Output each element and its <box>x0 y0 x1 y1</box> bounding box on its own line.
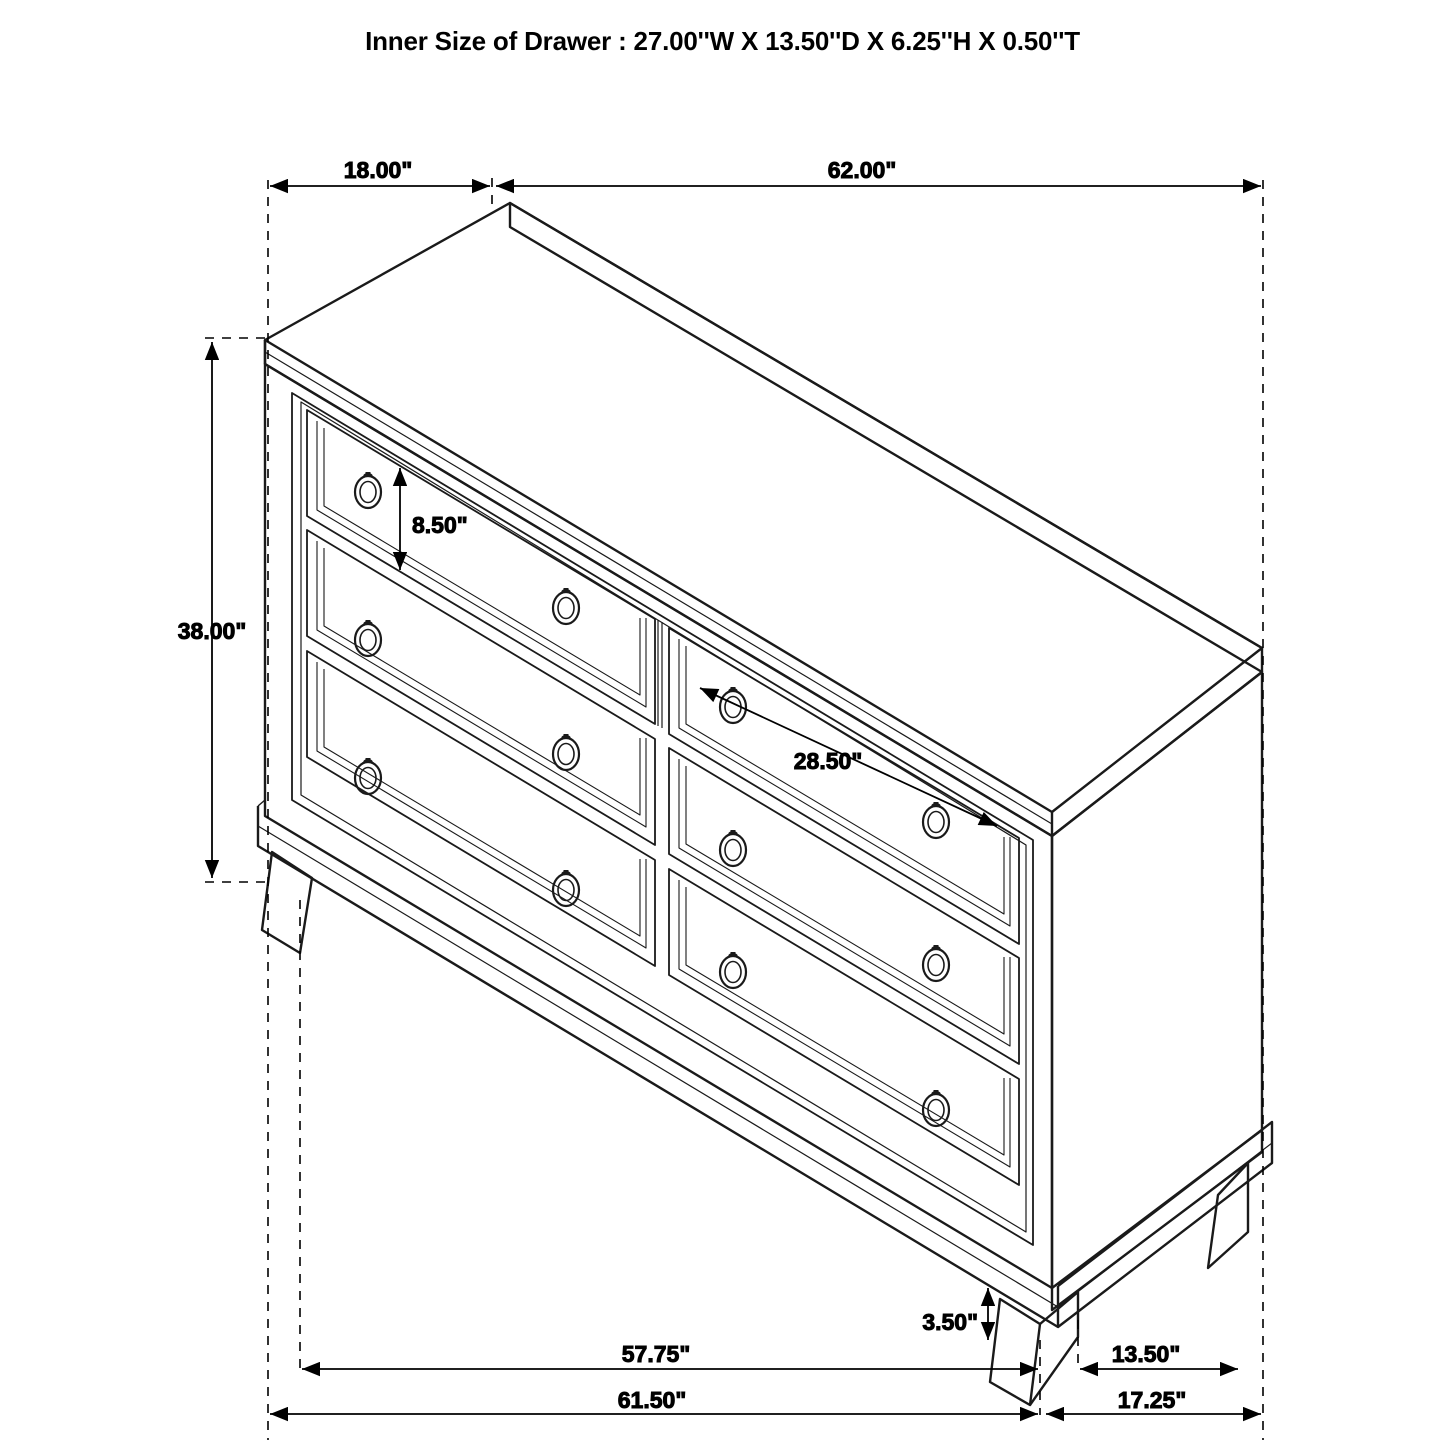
dim-label-overall-front-width: 61.50" <box>617 1387 687 1413</box>
dresser-side-face <box>1052 672 1262 1310</box>
dim-label-base-front-width: 57.75" <box>621 1341 691 1367</box>
dresser-front-face <box>265 364 1052 1288</box>
ring-pull-icon <box>720 831 746 866</box>
drawer-right-middle <box>669 748 1019 1064</box>
dim-label-height-left: 38.00" <box>177 618 247 644</box>
ring-pull-icon <box>553 589 579 624</box>
dim-label-depth-top: 18.00" <box>343 157 413 183</box>
base-moulding <box>258 800 1272 1327</box>
ring-pull-icon <box>720 688 746 723</box>
ring-pull-icon <box>923 803 949 838</box>
ring-pull-icon <box>553 871 579 906</box>
page-title: Inner Size of Drawer : 27.00''W X 13.50''D X 6.25''H X 0.50''T <box>365 26 1080 56</box>
dresser-body <box>258 203 1272 1405</box>
ring-pull-icon <box>923 946 949 981</box>
dim-label-drawer-height: 8.50" <box>412 512 468 538</box>
dresser-feet <box>262 852 1248 1405</box>
drawer-right-bottom <box>669 869 1019 1185</box>
dim-label-overall-side-depth: 17.25" <box>1117 1387 1187 1413</box>
dim-label-base-side-depth: 13.50" <box>1111 1341 1181 1367</box>
ring-pull-icon <box>355 473 381 508</box>
dim-label-drawer-width: 28.50" <box>793 748 863 774</box>
ring-pull-icon <box>355 621 381 656</box>
ring-pull-icon <box>553 735 579 770</box>
ring-pull-icon <box>720 953 746 988</box>
dim-label-foot-height: 3.50" <box>922 1309 978 1335</box>
drawer-left-bottom <box>307 651 655 966</box>
drawer-left-middle <box>307 530 655 845</box>
dim-label-width-top: 62.00" <box>827 157 897 183</box>
